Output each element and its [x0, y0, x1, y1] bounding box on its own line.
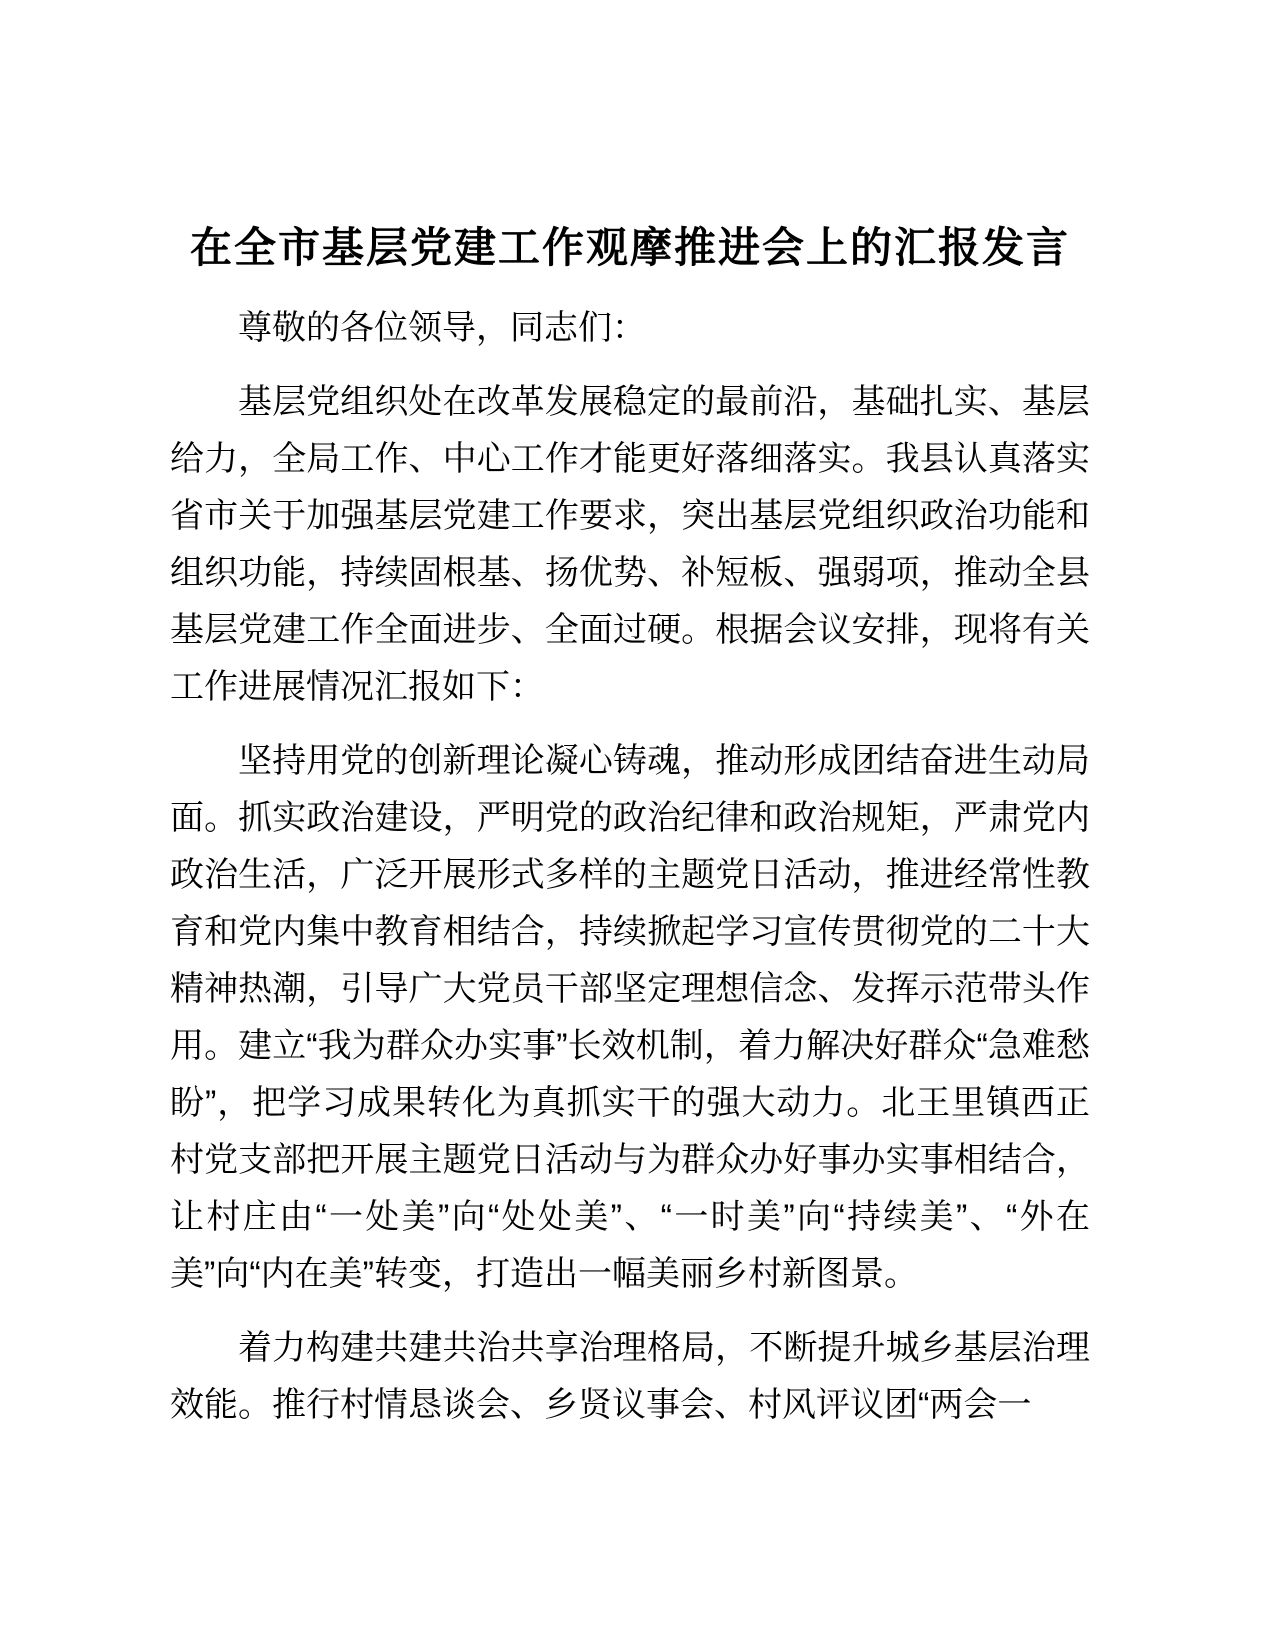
document-title: 在全市基层党建工作观摩推进会上的汇报发言: [189, 224, 1070, 271]
paragraph-overview: 基层党组织处在改革发展稳定的最前沿，基础扎实、基层给力，全局工作、中心工作才能更好落细落实。我县认真落实省市关于加强基层党建工作要求，突出基层党组织政治功能和组织功能，持续固根基、扬优势、补短板、强弱项，推动全县基层党建工作全面进步、全面过硬。根据会议安排，现将有关工作进展情况汇报如下：: [170, 383, 1090, 706]
paragraph-governance: 着力构建共建共治共享治理格局，不断提升城乡基层治理效能。推行村情恳谈会、乡贤议事会、村风评议团“两会一: [170, 1329, 1090, 1424]
paragraph-salutation: 尊敬的各位领导，同志们：: [238, 309, 646, 347]
paragraph-theory-education: 坚持用党的创新理论凝心铸魂，推动形成团结奋进生动局面。抓实政治建设，严明党的政治纪律和政治规矩，严肃党内政治生活，广泛开展形式多样的主题党日活动，推进经常性教育和党内集中教育相结合，持续掀起学习宣传贯彻党的二十大精神热潮，引导广大党员干部坚定理想信念、发挥示范带头作用。建立“我为群众办实事”长效机制，着力解决好群众“急难愁盼”，把学习成果转化为真抓实干的强大动力。北王里镇西正村党支部把开展主题党日活动与为群众办好事办实事相结合，让村庄由“一处美”向“处处美”、“一时美”向“持续美”、“外在美”向“内在美”转变，打造出一幅美丽乡村新图景。: [170, 742, 1090, 1293]
